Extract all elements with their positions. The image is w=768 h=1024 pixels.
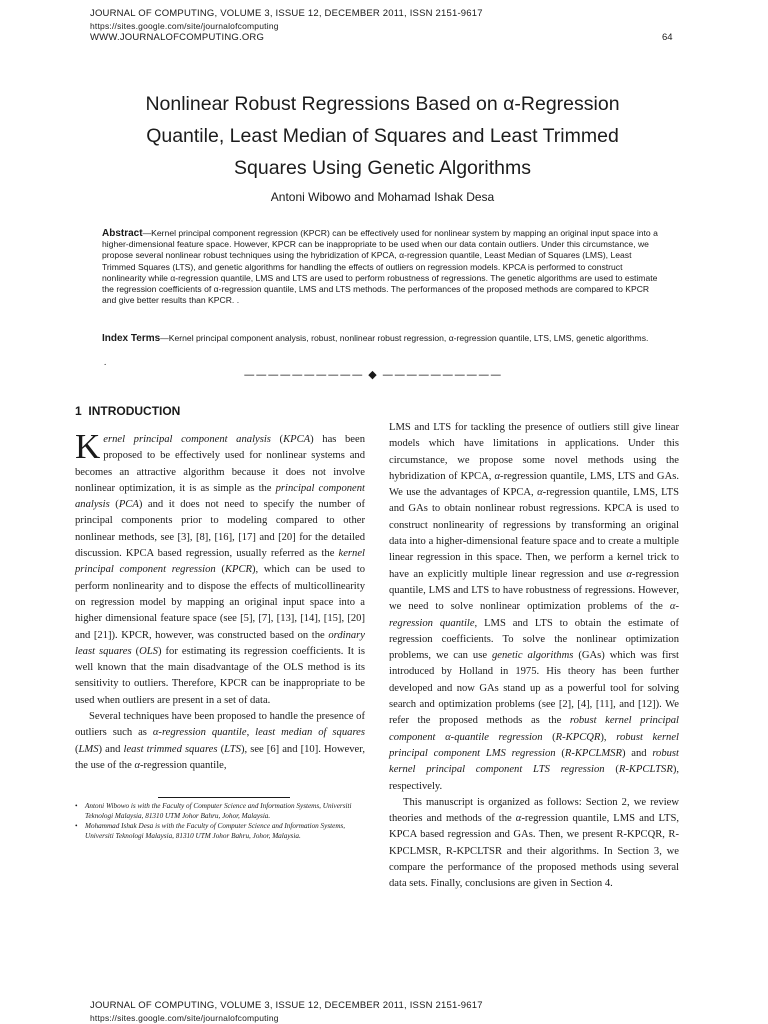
abstract xyxy=(102,228,664,306)
footnote-1 xyxy=(75,802,375,821)
journal-site[interactable]: WWW.JOURNALOFCOMPUTING.ORG xyxy=(90,32,265,43)
intro-paragraph-1 xyxy=(75,427,365,709)
page-number: 64 xyxy=(662,32,673,43)
footnote-2 xyxy=(75,822,375,841)
title-line-1: Nonlinear Robust Regressions Based on α-Regression xyxy=(145,93,620,115)
footnote-bullet: • xyxy=(75,822,78,831)
footer-journal-url[interactable]: https://sites.google.com/site/journalofcomputing xyxy=(90,1013,279,1023)
abstract-text: Kernel principal component regression (KPCR) can be effectively used for nonlinear system by mapping an original input space into a higher-dimensional feature space. However, KPCR can be inappropriate to be used when our data contain outliers. Under this circumstance, we propose several nonlinear robust techniques using the hybridization of KPCA, α-regression quantile, Least Median of Squares (LMS), Least Trimmed Squares (LTS), and genetic algorithms for handling the effects of outliers on regression models. KPCA is performed to construct nonlinearity while α-regression quantile, LMS and LTS are used to perform robustness of regressions. The genetic algorithms are used to estimate the regression coefficients of α-regression quantile, LMS and LTS methods. The performances of the proposed methods are compared to KPCR and give better results than KPCR. . xyxy=(102,228,658,306)
intro-paragraph-3 xyxy=(389,420,679,795)
section-heading-introduction xyxy=(75,404,180,418)
title-line-3: Squares Using Genetic Algorithms xyxy=(234,157,531,179)
title-line-2: Quantile, Least Median of Squares and Least Trimmed xyxy=(146,125,619,147)
paper-title xyxy=(90,88,675,184)
section-number: 1 xyxy=(75,404,82,418)
intro-p3-text: LMS and LTS for tackling the presence of outliers still give linear models which have limitations in applications. Under this circumstance, we propose some novel methods using the hybridization of KPCA, α-regression quantile, LMS, LTS and GAs. We use the advantages of KPCA, α-regression quantile, LMS, LTS and GAs to obtain nonlinear robust regressions. KPCA is used to construct nonlinearity of regressions by transforming an original data into a higher-dimensional feature space and to create a multiple linear regression in this space. Then, we perform a kernel trick to have an explicitly multiple linear regression and use α-regression quantile, LMS and LTS to have robustness of regressions. However, we need to solve nonlinear optimization problems of the α-regression quantile, LMS and LTS to obtain the estimate of regression coefficients. To solve the nonlinear optimization problems, we can use genetic algorithms (GAs) which was first introduced by Holland in 1975. His theory has been further developed and now GAs stand up as a powerful tool for solving search and optimization problems (see [2], [4], [11], and [12]). We refer the proposed methods as the robust kernel principal component α-quantile regression (R-KPCQR), robust kernel principal component LMS regression (R-KPCLMSR) and robust kernel principal component LTS regression (R-KPCLTSR), respectively. xyxy=(389,422,680,792)
running-header xyxy=(90,8,690,44)
footnote-text: Antoni Wibowo is with the Faculty of Computer Science and Information Systems, Universiti Teknologi Malaysia, 81310 UTM Johor Bahru, Johor, Malaysia. xyxy=(85,802,352,820)
index-terms xyxy=(102,333,664,344)
abstract-label: Abstract xyxy=(102,228,143,239)
intro-paragraph-4 xyxy=(389,795,679,893)
index-terms-label: Index Terms xyxy=(102,333,161,344)
abstract-dash: — xyxy=(142,228,152,238)
running-footer xyxy=(90,1000,690,1024)
left-column xyxy=(75,427,365,774)
footnotes xyxy=(75,802,375,842)
intro-p1-text: ernel principal component analysis (KPCA) has been proposed to be effectively used for nonlinear systems and becomes an attractive algorithm because it does not involve nonlinear optimization, it is as simple as the principal component analysis (PCA) and it does not need to specify the number of principal components prior to modeling compared to other nonlinear methods, see [3], [8], [16], [17] and [20] for the detailed discussion. KPCA based regression, usually referred as the kernel principal component regression (KPCR), which can be used to perform nonlinearity and to dispose the effects of multicollinearity on regression model by mapping an original input space into a higher dimensional feature space (see [5], [7], [13], [14], [15], [20] and [21]). KPCR, however, was constructed based on the ordinary least squares (OLS) for estimating its regression coefficients. It is well known that the main disadvantage of the OLS method is its sensitivity to outliers. Therefore, KPCR can be inappropriate to be used when outliers are present in a set of data. xyxy=(75,434,365,706)
authors: Antoni Wibowo and Mohamad Ishak Desa xyxy=(270,190,495,204)
footnote-bullet: • xyxy=(75,802,78,810)
intro-paragraph-2 xyxy=(75,709,365,774)
drop-cap: K xyxy=(75,427,101,466)
journal-url[interactable]: https://sites.google.com/site/journalofcomputing xyxy=(90,21,279,31)
section-title: INTRODUCTION xyxy=(88,404,181,418)
stray-dot: . xyxy=(104,357,107,367)
journal-info: JOURNAL OF COMPUTING, VOLUME 3, ISSUE 12, DECEMBER 2011, ISSN 2151-9617 xyxy=(90,8,483,19)
section-separator: —————————— ◆ —————————— xyxy=(243,368,503,381)
intro-p2-text: Several techniques have been proposed to handle the presence of outliers such as α-regression quantile, least median of squares (LMS) and least trimmed squares (LTS), see [6] and [10]. However, the use of the α-regression quantile, xyxy=(75,711,365,771)
index-terms-text: Kernel principal component analysis, robust, nonlinear robust regression, α-regression quantile, LTS, LMS, genetic algorithms. xyxy=(168,333,649,343)
right-column xyxy=(389,420,679,893)
intro-p4-text: This manuscript is organized as follows: Section 2, we review theories and methods of the α-regression quantile, LMS and LTS, KPCA based regression and GAs. Then, we present R-KPCQR, R-KPCLMSR, R-KPCLTSR and their algorithms. In Section 3, we compare the performance of the proposed methods using several data sets. Finally, conclusions are given in Section 4. xyxy=(389,796,679,890)
footnote-rule xyxy=(158,797,290,798)
index-terms-dash: — xyxy=(160,333,169,343)
footer-journal-info: JOURNAL OF COMPUTING, VOLUME 3, ISSUE 12, DECEMBER 2011, ISSN 2151-9617 xyxy=(90,1000,483,1011)
footnote-text: Mohammad Ishak Desa is with the Faculty of Computer Science and Information Systems, Universiti Teknologi Malaysia, 81310 UTM Johor Bahru, Johor, Malaysia. xyxy=(85,822,346,840)
